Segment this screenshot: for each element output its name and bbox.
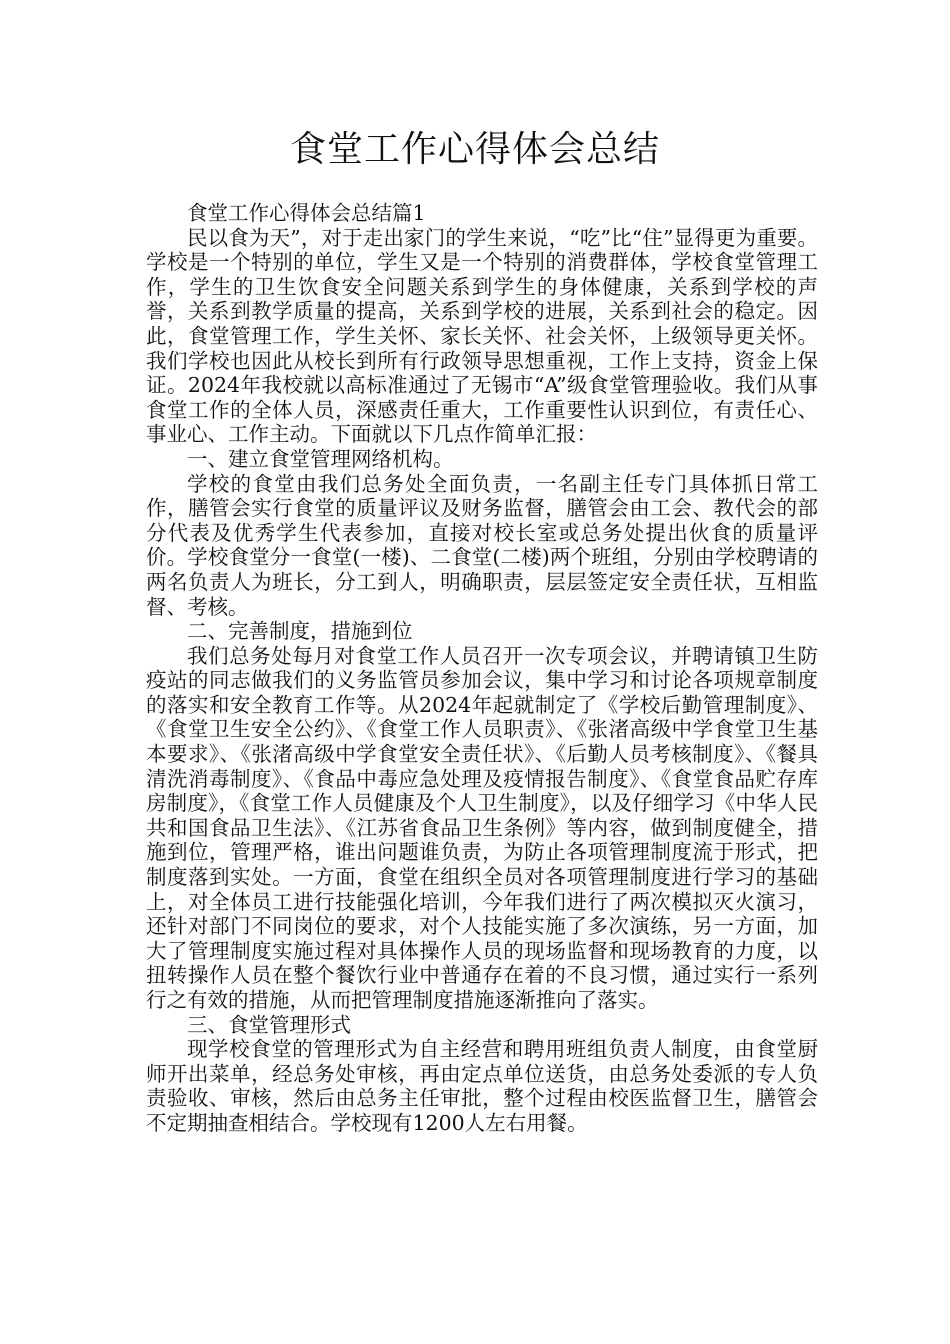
paragraph: 民以食为天”，对于走出家门的学生来说，“吃”比“住”显得更为重要。学校是一个特别的单位，学生又是一个特别的消费群体，学校食堂管理工作，学生的卫生饮食安全问题关系到学生的身体健康，关系到学校的声誉，关系到教学质量的提高，关系到学校的进展，关系到社会的稳定。因此，食堂管理工作，学生关怀、家长关怀、社会关怀，上级领导更关怀。我们学校也因此从校长到所有行政领导思想重视，工作上支持，资金上保证。2024年我校就以高标准通过了无锡市“A”级食堂管理验收。我们从事食堂工作的全体人员，深感责任重大，工作重要性认识到位，有责任心、事业心、工作主动。下面就以下几点作简单汇报： (146, 225, 818, 447)
paragraph: 学校的食堂由我们总务处全面负责，一名副主任专门具体抓日常工作，膳管会实行食堂的质量评议及财务监督，膳管会由工会、教代会的部分代表及优秀学生代表参加，直接对校长室或总务处提出伙食的质量评价。学校食堂分一食堂(一楼)、二食堂(二楼)两个班组，分别由学校聘请的两名负责人为班长，分工到人，明确职责，层层签定安全责任状，互相监督、考核。 (146, 471, 818, 619)
paragraph: 我们总务处每月对食堂工作人员召开一次专项会议，并聘请镇卫生防疫站的同志做我们的义务监管员参加会议，集中学习和讨论各项规章制度的落实和安全教育工作等。从2024年起就制定了《学校后勤管理制度》、《食堂卫生安全公约》、《食堂工作人员职责》、《张渚高级中学食堂卫生基本要求》、《张渚高级中学食堂安全责任状》、《后勤人员考核制度》、《餐具清洗消毒制度》、《食品中毒应急处理及疫情报告制度》、《食堂食品贮存库房制度》，《食堂工作人员健康及个人卫生制度》，以及仔细学习《中华人民共和国食品卫生法》、《江苏省食品卫生条例》等内容，做到制度健全，措施到位，管理严格，谁出问题谁负责，为防止各项管理制度流于形式，把制度落到实处。一方面，食堂在组织全员对各项管理制度进行学习的基础上，对全体员工进行技能强化培训，今年我们进行了两次模拟灭火演习，还针对部门不同岗位的要求，对个人技能实施了多次演练，另一方面，加大了管理制度实施过程对具体操作人员的现场监督和现场教育的力度，以扭转操作人员在整个餐饮行业中普通存在着的不良习惯，通过实行一系列行之有效的措施，从而把管理制度措施逐渐推向了落实。 (146, 643, 818, 1012)
section-heading: 二、完善制度，措施到位 (187, 619, 413, 644)
document-title: 食堂工作心得体会总结 (289, 129, 660, 170)
document-body (146, 201, 818, 1136)
section-heading: 食堂工作心得体会总结篇1 (187, 201, 426, 225)
section-heading: 一、建立食堂管理网络机构。 (187, 446, 454, 471)
section-heading: 三、食堂管理形式 (187, 1012, 351, 1037)
paragraph: 现学校食堂的管理形式为自主经营和聘用班组负责人制度，由食堂厨师开出菜单，经总务处审核，再由定点单位送货，由总务处委派的专人负责验收、审核，然后由总务主任审批，整个过程由校医监督卫生，膳管会不定期抽查相结合。学校现有1200人左右用餐。 (146, 1037, 818, 1135)
